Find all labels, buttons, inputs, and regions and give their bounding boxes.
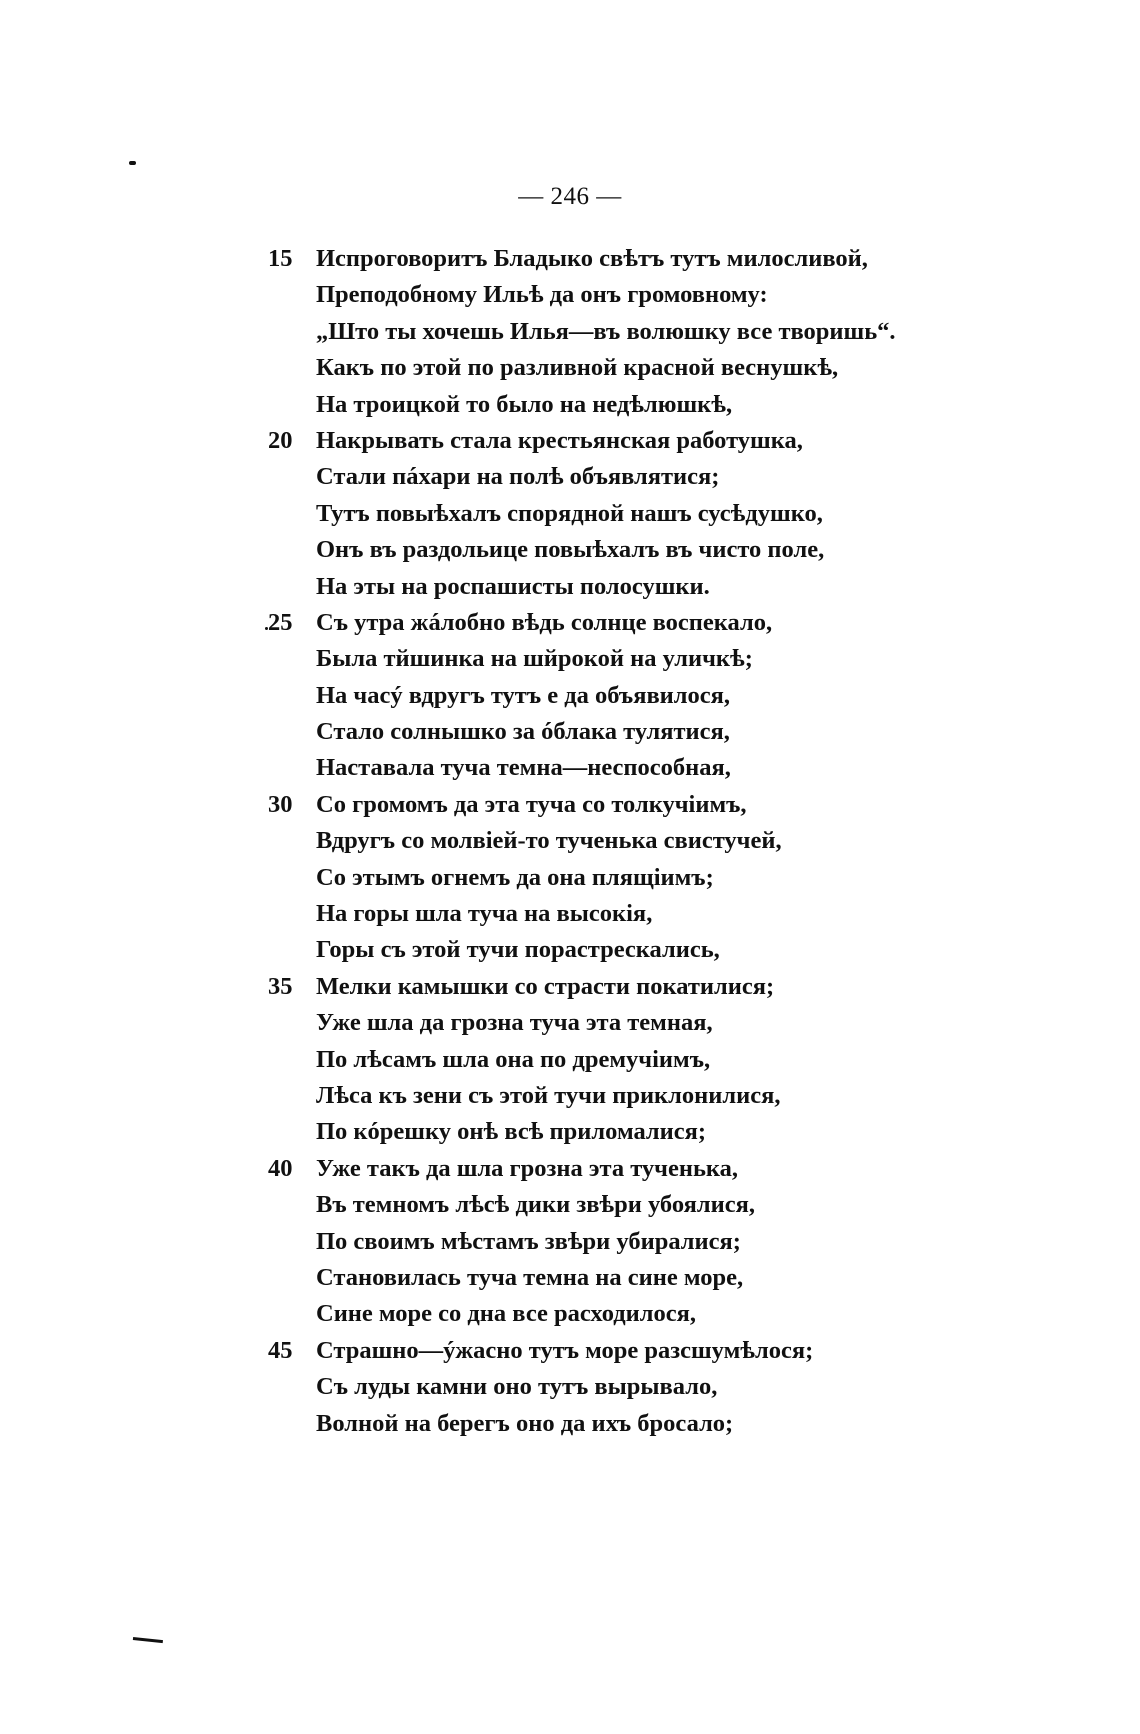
verse-line [268,496,988,532]
verse-line [268,277,988,313]
verse-line [268,1296,988,1332]
line-text: Вдругъ со молвіей-то тученька свистучей, [316,827,782,855]
verse-line [268,241,988,277]
scan-mark-bottom [133,1637,163,1643]
verse-line [268,1005,988,1041]
line-text: Мелки камышки со страсти покатилися; [316,972,775,1000]
line-text: По лѣсамъ шла она по дремучіимъ, [316,1045,711,1073]
verse-line [268,1114,988,1150]
line-text: Наставала туча темна—неспособная, [316,754,731,782]
verse-line [268,969,988,1005]
scan-mark-top [129,161,136,165]
line-text: Испроговоритъ Бладыко свѣтъ тутъ милосливой, [316,245,868,272]
verse-line [268,1406,988,1442]
verse-line [268,714,988,750]
verse-line [268,1187,988,1223]
verse-line [268,641,988,677]
verse-line [268,605,988,641]
verse-line [268,423,988,459]
verse-line [268,350,988,386]
line-text: На часý вдругъ тутъ е да объявилося, [316,681,731,709]
line-text: Стало солнышко за óблака тулятися, [316,718,730,746]
line-number: 15 [268,245,293,272]
line-number: 45 [268,1336,293,1364]
line-text: По своимъ мѣстамъ звѣри убиралися; [316,1227,741,1255]
verse-line [268,314,988,350]
verse-line [268,860,988,896]
line-text: На горы шла туча на высокія, [316,900,653,928]
verse-line [268,569,988,605]
line-text: Со этымъ огнемъ да она плящіимъ; [316,863,714,891]
verse-line [268,750,988,786]
verse-line [268,1151,988,1187]
page-number: — 246 — [518,183,622,210]
line-text: Становилась туча темна на сине море, [316,1263,744,1291]
line-text: Страшно—ýжасно тутъ море разсшумѣлося; [316,1336,814,1364]
line-number: 25 [268,608,293,636]
line-text: На эты на роспашисты полосушки. [316,572,710,600]
verse-line [268,787,988,823]
line-text: Уже такъ да шла грозна эта тученька, [316,1154,739,1182]
line-text: Волной на берегъ оно да ихъ бросало; [316,1409,734,1437]
line-text: По кóрешку онѣ всѣ приломалися; [316,1118,707,1146]
line-text: Тутъ повыѣхалъ спорядной нашъ сусѣдушко, [316,499,823,527]
verse-line [268,1078,988,1114]
verse-line [268,1333,988,1369]
line-text: Съ луды камни оно тутъ вырывало, [316,1373,718,1401]
line-text: Преподобному Ильѣ да онъ громовному: [316,281,768,309]
line-text: Со громомъ да эта туча со толкучіимъ, [316,790,747,818]
line-text: Накрывать стала крестьянская работушка, [316,426,803,454]
poem-body [268,241,988,1461]
verse-line [268,896,988,932]
verse-line [268,459,988,495]
line-text: Стали пáхари на полѣ объявлятися; [316,463,720,491]
verse-line [268,1260,988,1296]
line-number: 20 [268,426,293,454]
verse-line [268,823,988,859]
line-text: Съ утра жáлобно вѣдь солнце воспекало, [316,608,773,636]
line-text: Онъ въ раздольице повыѣхалъ въ чисто поле, [316,536,825,564]
line-number: 40 [268,1154,293,1182]
line-text: Сине море со дна все расходилося, [316,1300,697,1328]
verse-line [268,387,988,423]
line-text: На троицкой то было на недѣлюшкѣ, [316,390,733,418]
line-text: „Што ты хочешь Илья—въ волюшку все творишь“. [316,317,896,345]
line-text: Была тйшинка на шйрокой на уличкѣ; [316,645,753,673]
verse-line [268,932,988,968]
line-text: Горы съ этой тучи порастрескались, [316,936,720,964]
line-text: Въ темномъ лѣсѣ дики звѣри убоялися, [316,1191,756,1219]
verse-line [268,1369,988,1405]
line-number: 30 [268,790,293,818]
verse-line [268,1042,988,1078]
verse-line [268,1224,988,1260]
line-text: Лѣса къ зени съ этой тучи приклонилися, [316,1081,781,1109]
line-text: Какъ по этой по разливной красной веснушкѣ, [316,354,839,382]
verse-line [268,678,988,714]
line-text: Уже шла да грозна туча эта темная, [316,1009,713,1037]
verse-line [268,532,988,568]
line-number: 35 [268,972,293,1000]
